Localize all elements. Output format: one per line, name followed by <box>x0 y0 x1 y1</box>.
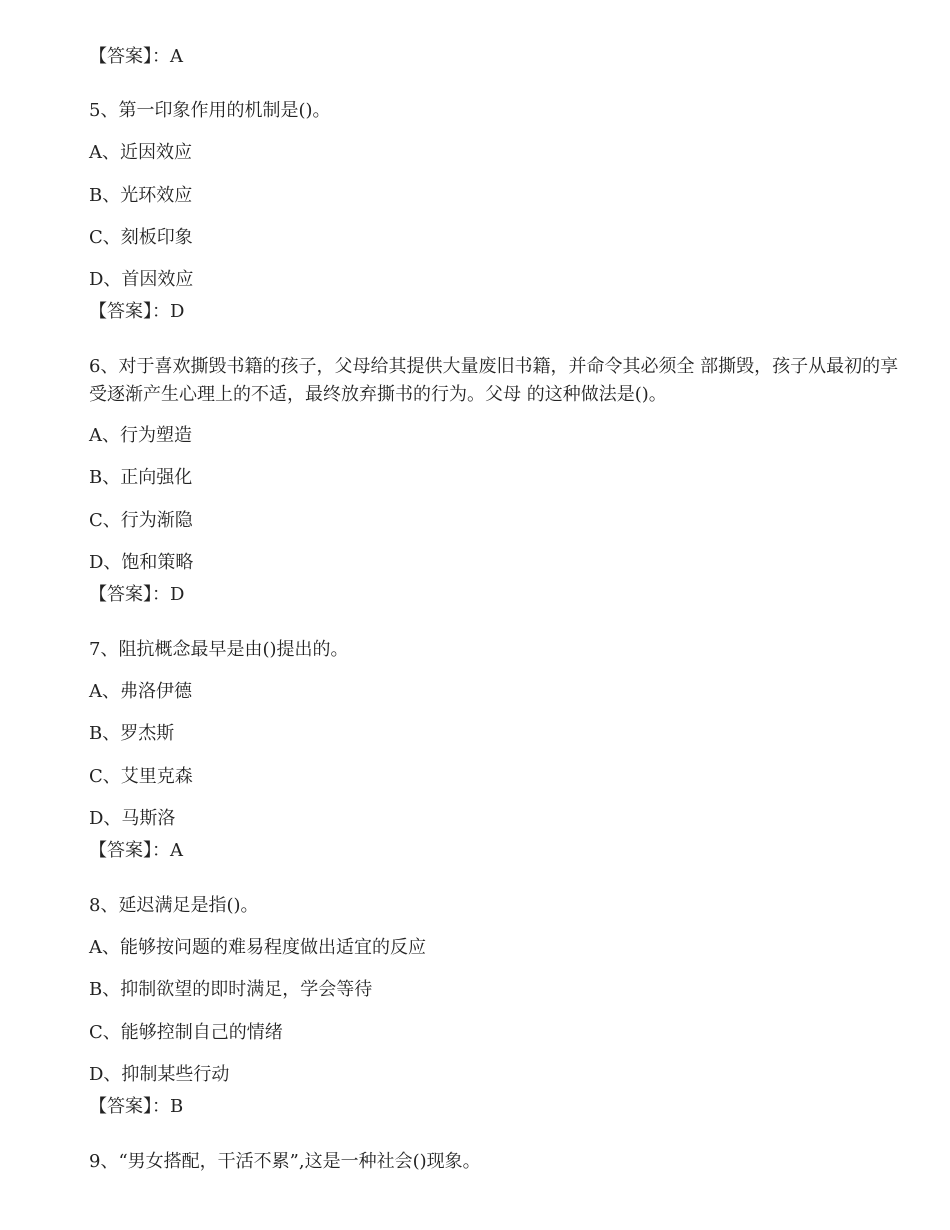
question-8-answer: 【答案】：B <box>89 1096 184 1117</box>
question-7-stem: 7、阻抗概念最早是由()提出的。 <box>89 639 349 660</box>
answer-prev: 【答案】：A <box>89 46 183 67</box>
question-8-stem: 8、延迟满足是指()。 <box>89 895 259 916</box>
question-7-option-b: B、罗杰斯 <box>89 723 175 744</box>
question-8-option-c: C、能够控制自己的情绪 <box>89 1022 283 1043</box>
question-6-option-a: A、行为塑造 <box>89 425 192 446</box>
question-9-stem: 9、“男女搭配，干活不累”,这是一种社会()现象。 <box>89 1151 481 1172</box>
question-7-option-d: D、马斯洛 <box>89 808 176 829</box>
question-5-answer: 【答案】：D <box>89 301 185 322</box>
question-6-stem: 6、对于喜欢撕毁书籍的孩子，父母给其提供大量废旧书籍，并命令其必须全 部撕毁，孩子从最初的享受逐渐产生心理上的不适，最终放弃撕书的行为。父母 的这种做法是()。 <box>89 356 899 405</box>
question-7-answer: 【答案】：A <box>89 840 183 861</box>
question-6-option-b: B、正向强化 <box>89 467 193 488</box>
question-5-option-d: D、首因效应 <box>89 269 194 290</box>
question-8-option-b: B、抑制欲望的即时满足，学会等待 <box>89 979 373 1000</box>
question-6-option-c: C、行为渐隐 <box>89 510 193 531</box>
question-5-option-c: C、刻板印象 <box>89 227 193 248</box>
question-6-option-d: D、饱和策略 <box>89 552 194 573</box>
question-8-option-a: A、能够按问题的难易程度做出适宜的反应 <box>89 937 426 958</box>
question-5-stem: 5、第一印象作用的机制是()。 <box>89 100 331 121</box>
question-5-option-a: A、近因效应 <box>89 142 192 163</box>
question-7-option-a: A、弗洛伊德 <box>89 681 192 702</box>
question-6-answer: 【答案】：D <box>89 584 185 605</box>
question-8-option-d: D、抑制某些行动 <box>89 1064 230 1085</box>
question-7-option-c: C、艾里克森 <box>89 766 193 787</box>
question-5-option-b: B、光环效应 <box>89 185 193 206</box>
